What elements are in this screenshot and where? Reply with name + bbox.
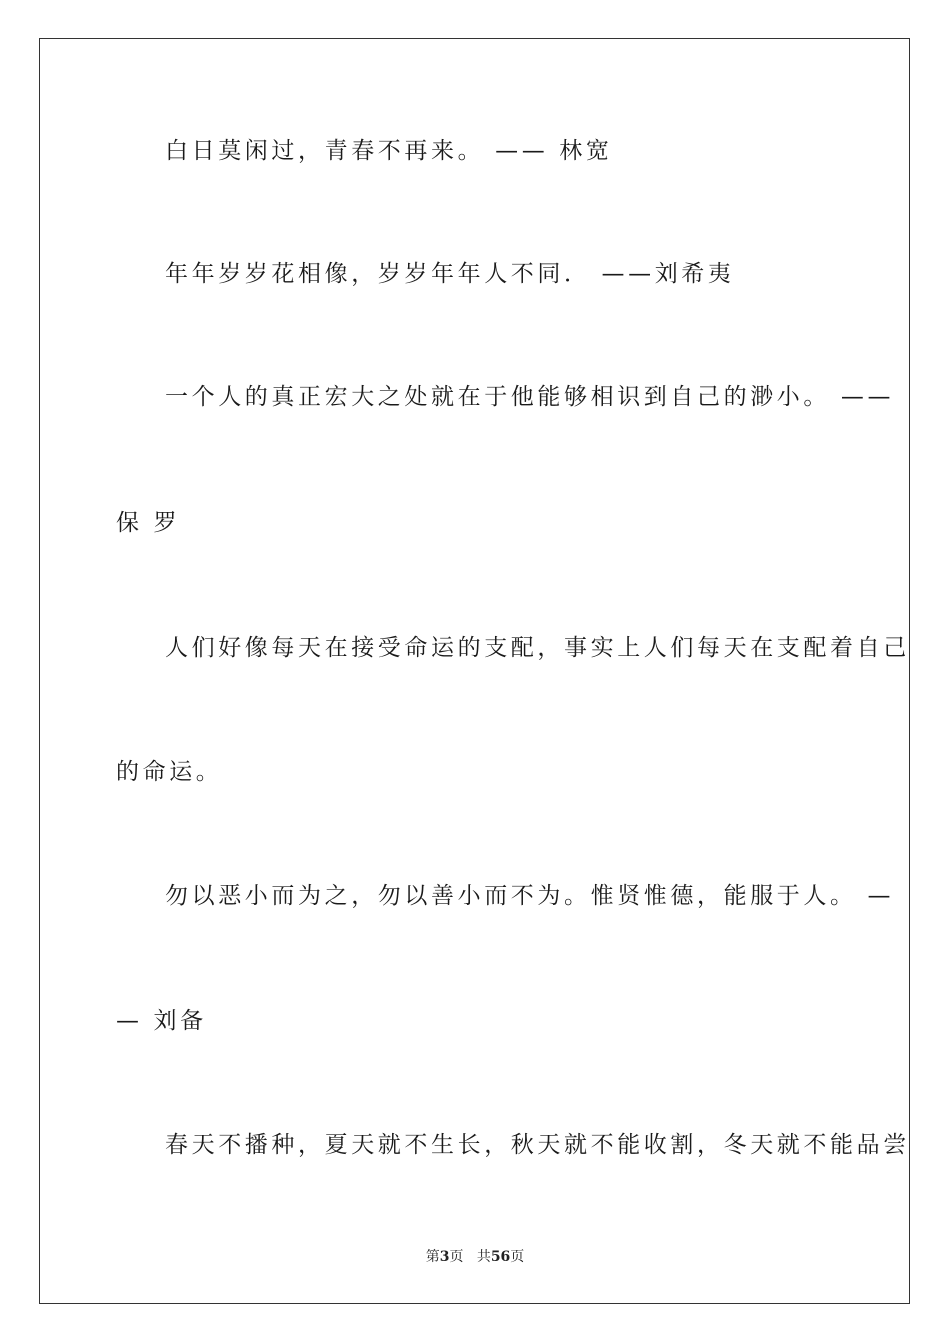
page-border: [39, 38, 910, 1304]
quote-line-6: 春天不播种，夏天就不生长，秋天就不能收割，冬天就不能品尝: [165, 1132, 910, 1158]
quote-line-5: 勿以恶小而为之，勿以善小而不为。惟贤惟德，能服于人。 —: [165, 883, 895, 909]
quote-line-3: 一个人的真正宏大之处就在于他能够相识到自己的渺小。 ——: [165, 384, 895, 410]
footer-total-prefix: 共: [476, 1249, 491, 1265]
footer-page-suffix: 页: [449, 1249, 464, 1265]
page-footer: [0, 1246, 950, 1266]
quote-line-2: 年年岁岁花相像，岁岁年年人不同． ——刘希夷: [165, 261, 735, 287]
quote-line-4: 人们好像每天在接受命运的支配，事实上人们每天在支配着自己: [165, 635, 910, 661]
quote-line-5-continued: — 刘备: [116, 1008, 207, 1034]
quote-line-4-continued: 的命运。: [116, 759, 223, 785]
total-pages-number: 56: [490, 1249, 511, 1265]
quote-line-3-continued: 保 罗: [116, 510, 181, 536]
footer-total-suffix: 页: [510, 1249, 525, 1265]
current-page-number: 3: [439, 1249, 450, 1265]
footer-prefix: 第: [425, 1249, 440, 1265]
quote-line-1: 白日莫闲过，青春不再来。 —— 林宽: [165, 138, 613, 164]
